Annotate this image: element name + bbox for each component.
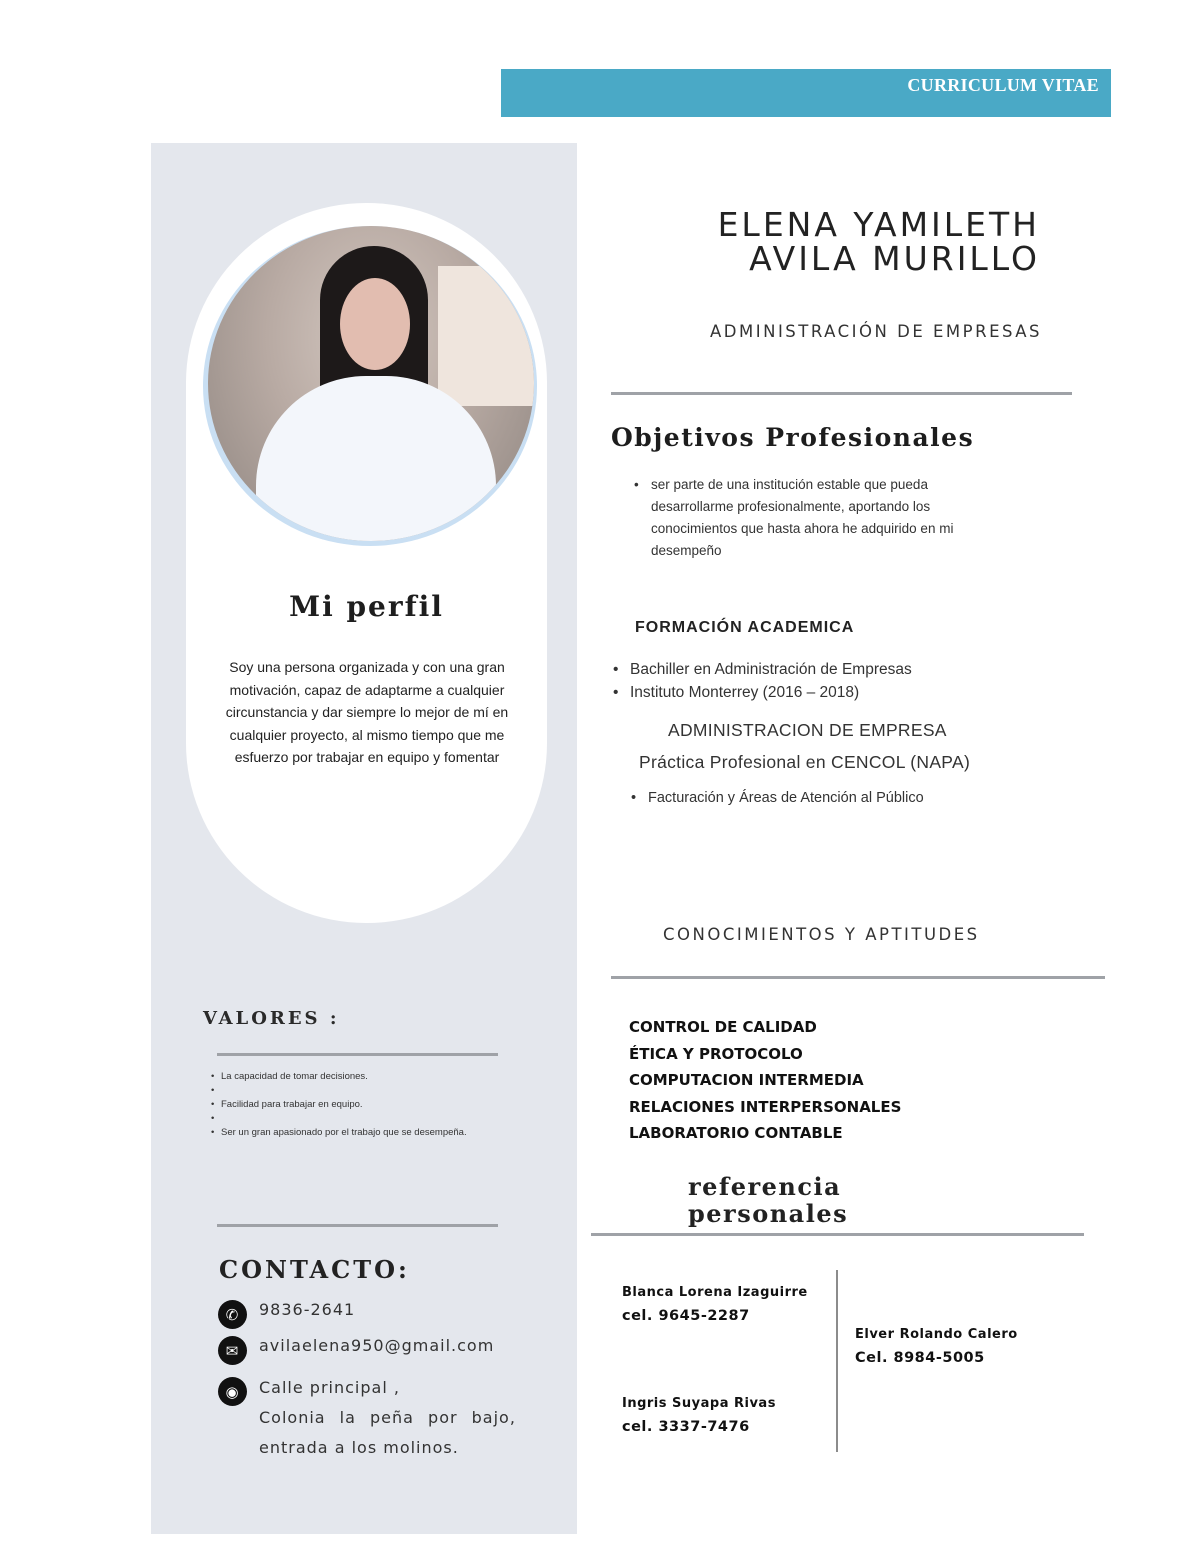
list-item-empty — [211, 1112, 514, 1126]
list-item: • Ser un gran apasionado por el trabajo que se desempeña. — [211, 1126, 514, 1140]
values-divider — [217, 1053, 498, 1056]
skill-item: RELACIONES INTERPERSONALES — [629, 1097, 902, 1116]
values-list — [211, 1070, 514, 1140]
address-line: entrada a los molinos. — [259, 1438, 459, 1457]
references-vertical-divider — [836, 1270, 838, 1452]
list-item: • ser parte de una institución estable que pueda desarrollarme profesionalmente, aportando los conocimientos que hasta ahora he adquirido en mi desempeño — [634, 474, 1014, 562]
address-line: Calle principal , — [259, 1378, 400, 1397]
contact-divider — [217, 1224, 498, 1227]
experience-subtitle: Práctica Profesional en CENCOL (NAPA) — [639, 752, 971, 772]
phone-text[interactable]: 9836-2641 — [259, 1300, 356, 1319]
experience-list — [631, 788, 924, 808]
profession-title: ADMINISTRACIÓN DE EMPRESAS — [710, 322, 1043, 341]
reference-entry — [622, 1285, 808, 1324]
address-block — [259, 1373, 516, 1463]
phone-icon: ✆ — [218, 1300, 247, 1329]
skill-item: LABORATORIO CONTABLE — [629, 1124, 843, 1142]
header-divider — [611, 392, 1072, 395]
skill-item: CONTROL DE CALIDAD — [629, 1018, 817, 1036]
profile-heading: Mi perfil — [289, 590, 444, 623]
reference-phone: cel. 3337-7476 — [622, 1419, 750, 1435]
reference-name: Blanca Lorena Izaguirre — [622, 1285, 808, 1300]
references-heading — [688, 1173, 848, 1227]
experience-title: ADMINISTRACION DE EMPRESA — [668, 720, 947, 740]
mail-icon: ✉ — [218, 1336, 247, 1365]
values-heading: VALORES : — [203, 1008, 340, 1029]
objectives-heading: Objetivos Profesionales — [611, 423, 975, 452]
education-heading: FORMACIÓN ACADEMICA — [635, 619, 855, 636]
contact-email — [218, 1336, 494, 1365]
header-bar — [501, 69, 1111, 117]
list-item: • La capacidad de tomar decisiones. — [211, 1070, 514, 1084]
skills-heading: CONOCIMIENTOS Y APTITUDES — [663, 925, 980, 944]
location-pin-icon: ◉ — [218, 1377, 247, 1406]
list-item: • Facturación y Áreas de Atención al Público — [631, 788, 924, 808]
objectives-list — [634, 474, 1014, 562]
skill-item: ÉTICA Y PROTOCOLO — [629, 1044, 803, 1063]
profile-text: Soy una persona organizada y con una gran motivación, capaz de adaptarme a cualquier circunstancia y dar siempre lo mejor de mí en cualquier proyecto, al mismo tiempo que me esfuerzo por trabajar en equipo y fomentar — [225, 659, 509, 765]
list-item: • Instituto Monterrey (2016 – 2018) — [613, 681, 912, 704]
document-title: CURRICULUM VITAE — [907, 75, 1099, 95]
references-heading-line: personales — [688, 1199, 849, 1228]
reference-phone: cel. 9645-2287 — [622, 1308, 750, 1324]
address-line: Colonia la peña por bajo, — [259, 1408, 516, 1427]
list-item-empty — [211, 1084, 514, 1098]
skills-list — [629, 1014, 901, 1147]
references-heading-line: referencia — [688, 1172, 842, 1201]
references-divider — [591, 1233, 1084, 1236]
candidate-name — [640, 205, 1040, 278]
name-line: ELENA YAMILETH — [717, 205, 1040, 244]
list-item: • Facilidad para trabajar en equipo. — [211, 1098, 514, 1112]
list-item: • Bachiller en Administración de Empresas — [613, 658, 912, 681]
reference-name: Ingris Suyapa Rivas — [622, 1396, 776, 1411]
skills-divider — [611, 976, 1105, 979]
contact-phone — [218, 1300, 355, 1329]
reference-phone: Cel. 8984-5005 — [855, 1350, 985, 1366]
name-line: AVILA MURILLO — [749, 239, 1040, 278]
skill-item: COMPUTACION INTERMEDIA — [629, 1071, 864, 1089]
reference-entry — [855, 1327, 1018, 1366]
contact-address — [218, 1377, 516, 1463]
profile-photo — [208, 226, 534, 541]
reference-entry — [622, 1396, 776, 1435]
email-text[interactable]: avilaelena950@gmail.com — [259, 1336, 495, 1355]
education-list — [613, 658, 912, 704]
reference-name: Elver Rolando Calero — [855, 1327, 1018, 1342]
contact-heading: CONTACTO: — [219, 1255, 410, 1284]
